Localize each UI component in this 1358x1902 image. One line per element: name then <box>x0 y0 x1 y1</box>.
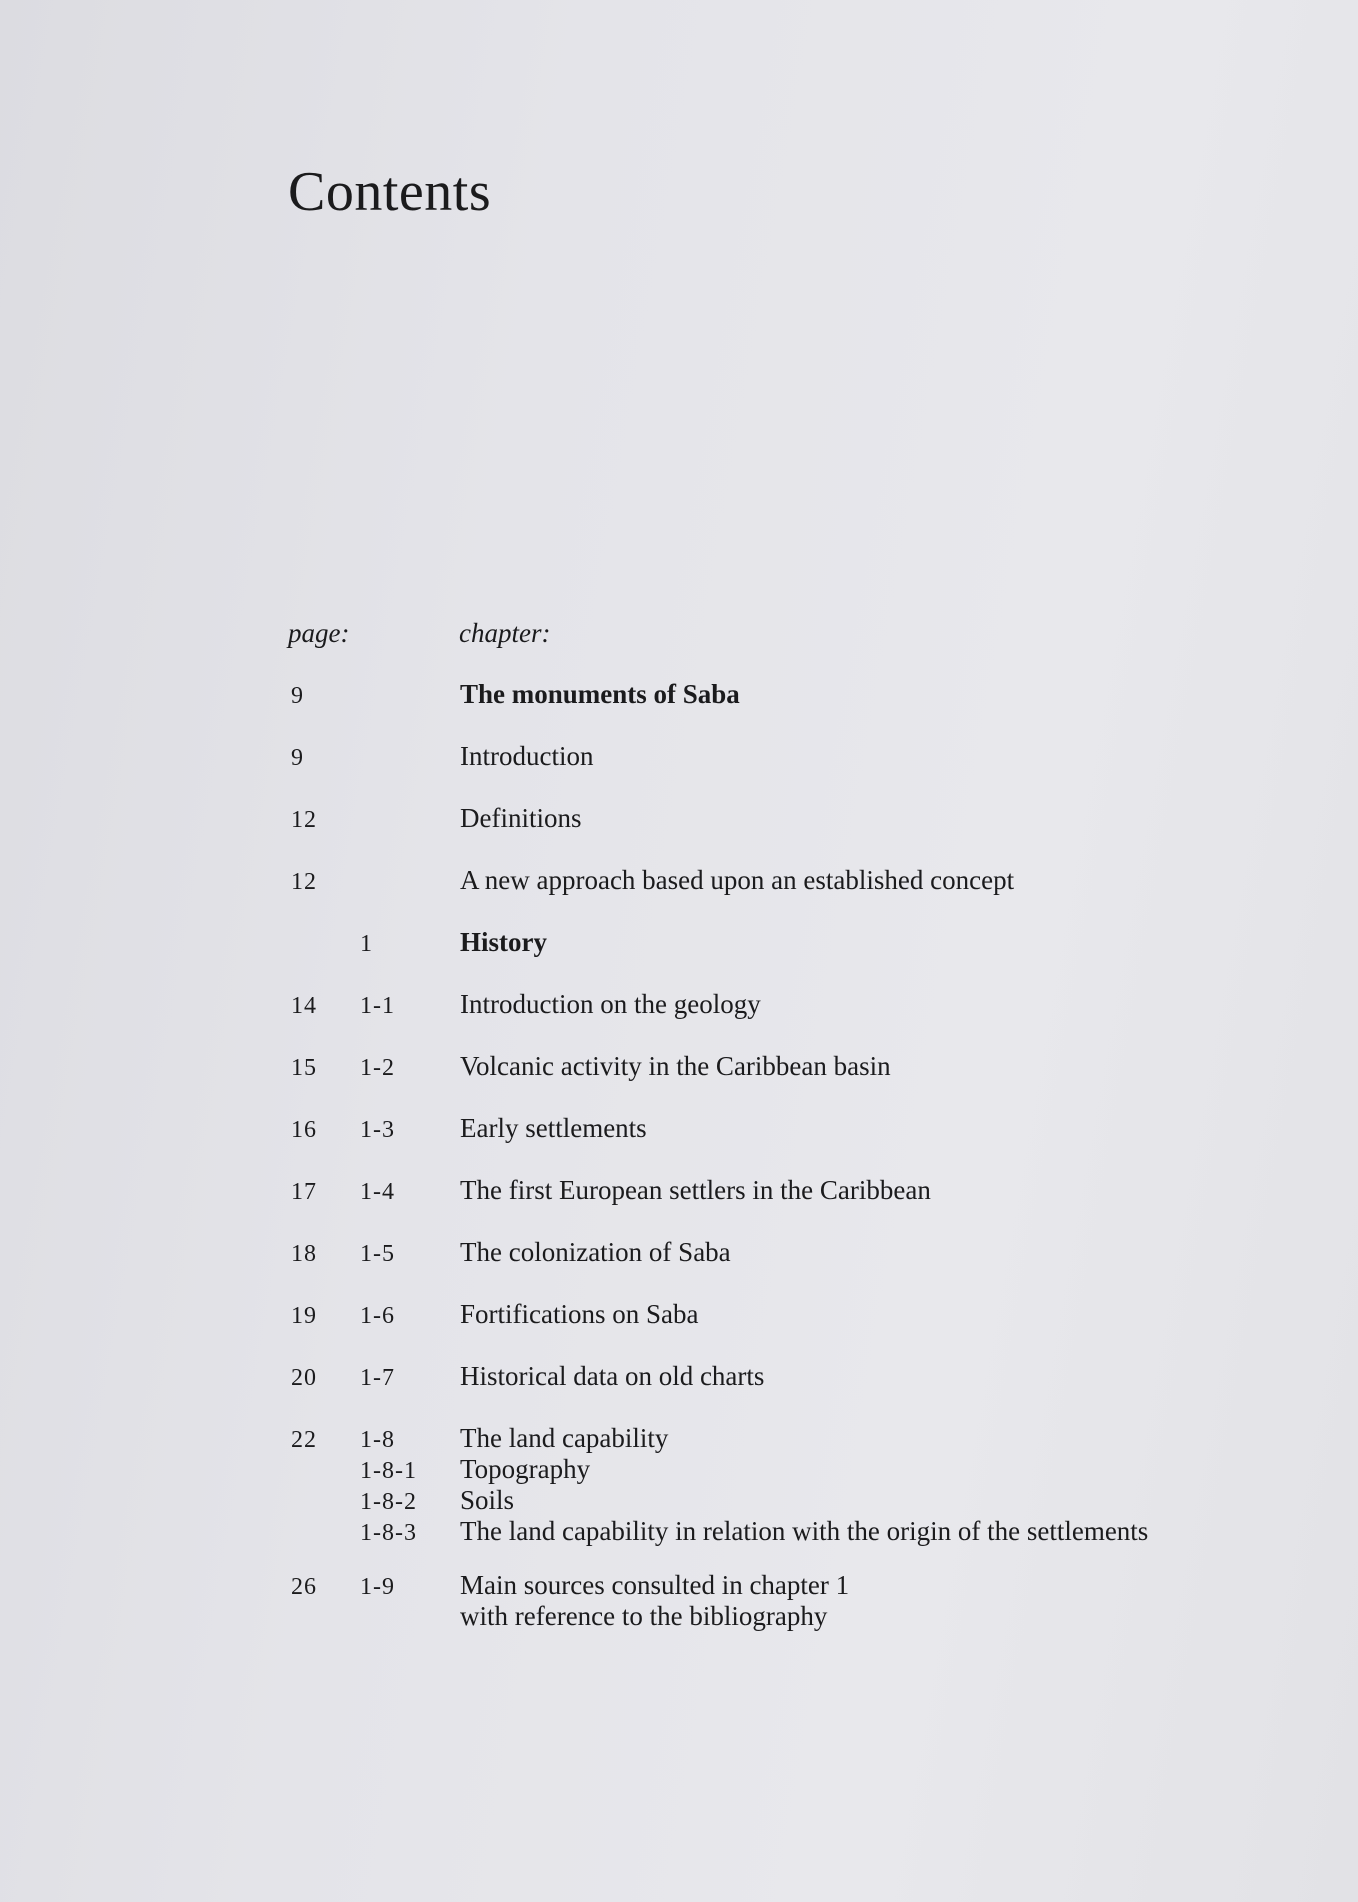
toc-entry <box>288 1570 1298 1632</box>
page-number: 9 <box>291 745 304 771</box>
page-title: Contents <box>288 161 492 223</box>
toc-entry <box>288 1361 1298 1392</box>
toc-line <box>288 803 1298 834</box>
table-of-contents <box>288 618 1298 1663</box>
section-number: 1-8-3 <box>360 1520 417 1546</box>
toc-line <box>288 679 1298 710</box>
chapter-title: Introduction <box>460 741 594 771</box>
page-number: 26 <box>291 1574 317 1600</box>
chapter-title: Introduction on the geology <box>460 989 761 1019</box>
page-number: 22 <box>291 1427 317 1453</box>
toc-continuation-line <box>288 1601 1298 1632</box>
page-number: 17 <box>291 1179 317 1205</box>
toc-line <box>288 1237 1298 1268</box>
chapter-title: Main sources consulted in chapter 1 <box>460 1570 850 1600</box>
chapter-number: 1-2 <box>360 1055 395 1081</box>
toc-entry <box>288 927 1298 958</box>
toc-header <box>288 618 1298 649</box>
chapter-number: 1-8 <box>360 1427 395 1453</box>
page-number: 12 <box>291 807 317 833</box>
page-number: 18 <box>291 1241 317 1267</box>
toc-entry <box>288 1423 1298 1547</box>
chapter-title: Volcanic activity in the Caribbean basin <box>460 1051 891 1081</box>
page-number: 14 <box>291 993 317 1019</box>
toc-entry <box>288 865 1298 896</box>
chapter-title: The monuments of Saba <box>460 679 740 709</box>
chapter-title: Early settlements <box>460 1113 647 1143</box>
section-number: 1-8-2 <box>360 1489 417 1515</box>
chapter-number: 1-1 <box>360 993 395 1019</box>
chapter-number: 1-4 <box>360 1179 395 1205</box>
chapter-title: Historical data on old charts <box>460 1361 765 1391</box>
chapter-title: The colonization of Saba <box>460 1237 731 1267</box>
toc-line <box>288 989 1298 1020</box>
toc-line <box>288 927 1298 958</box>
toc-entry <box>288 679 1298 710</box>
page-number: 16 <box>291 1117 317 1143</box>
toc-entry <box>288 803 1298 834</box>
page-number: 12 <box>291 869 317 895</box>
toc-line <box>288 1113 1298 1144</box>
section-title: The land capability in relation with the origin of the settlements <box>460 1516 1149 1546</box>
toc-entry <box>288 989 1298 1020</box>
toc-line <box>288 1175 1298 1206</box>
toc-entry <box>288 1299 1298 1330</box>
toc-line <box>288 1299 1298 1330</box>
toc-subsection-line <box>288 1485 1298 1516</box>
chapter-number: 1 <box>360 931 373 957</box>
chapter-title: A new approach based upon an established concept <box>460 865 1015 895</box>
toc-line <box>288 1423 1298 1454</box>
section-title: Topography <box>460 1454 591 1484</box>
toc-line <box>288 741 1298 772</box>
chapter-column-label: chapter: <box>459 618 551 648</box>
chapter-title: The land capability <box>460 1423 669 1453</box>
toc-line <box>288 1570 1298 1601</box>
chapter-title: History <box>460 927 547 957</box>
toc-line <box>288 1051 1298 1082</box>
chapter-number: 1-9 <box>360 1574 395 1600</box>
page-number: 15 <box>291 1055 317 1081</box>
chapter-title: The first European settlers in the Caribbean <box>460 1175 931 1205</box>
chapter-number: 1-6 <box>360 1303 395 1329</box>
toc-subsection-line <box>288 1516 1298 1547</box>
toc-line <box>288 1361 1298 1392</box>
toc-entry <box>288 1051 1298 1082</box>
section-number: 1-8-1 <box>360 1458 417 1484</box>
toc-entry <box>288 741 1298 772</box>
chapter-number: 1-3 <box>360 1117 395 1143</box>
section-title: Soils <box>460 1485 515 1515</box>
page-column-label: page: <box>288 618 350 648</box>
chapter-title: Definitions <box>460 803 582 833</box>
toc-entry <box>288 1237 1298 1268</box>
toc-subsection-line <box>288 1454 1298 1485</box>
toc-entry <box>288 1113 1298 1144</box>
toc-entry <box>288 1175 1298 1206</box>
page-number: 20 <box>291 1365 317 1391</box>
chapter-title-continuation: with reference to the bibliography <box>460 1601 828 1631</box>
page-number: 19 <box>291 1303 317 1329</box>
page-number: 9 <box>291 683 304 709</box>
chapter-number: 1-7 <box>360 1365 395 1391</box>
chapter-number: 1-5 <box>360 1241 395 1267</box>
chapter-title: Fortifications on Saba <box>460 1299 699 1329</box>
toc-line <box>288 865 1298 896</box>
